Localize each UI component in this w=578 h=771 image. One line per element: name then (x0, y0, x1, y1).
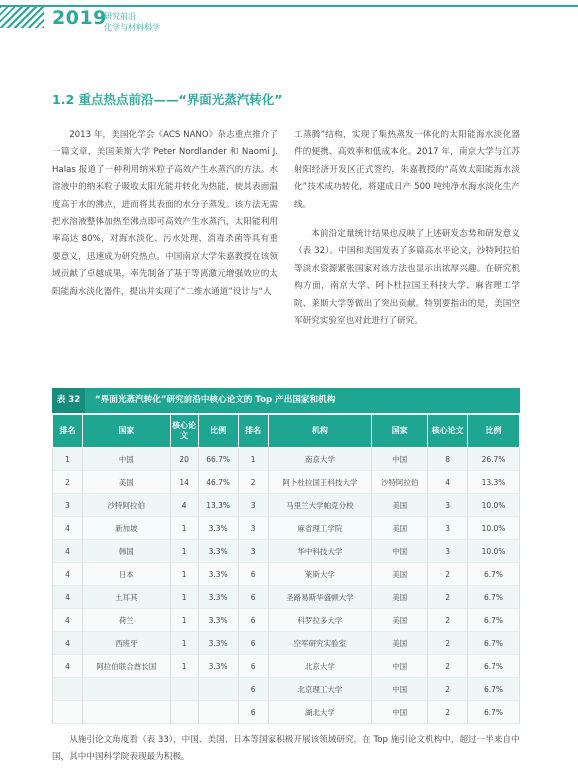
table-row (53, 540, 520, 563)
table-cell (198, 701, 238, 724)
body-column-left (52, 127, 278, 301)
table-cell: 6.7% (468, 701, 520, 724)
table-cell: 3.3% (198, 517, 238, 540)
table-cell: 新加坡 (82, 517, 170, 540)
table-cell: 中国 (372, 678, 428, 701)
header-subtitle-2: 化学与材料科学 (104, 23, 160, 32)
table-cell (170, 678, 198, 701)
table-cell: 1 (170, 609, 198, 632)
header-stripe-decoration (0, 6, 44, 28)
table-cell: 6.7% (468, 609, 520, 632)
table-cell: 4 (53, 517, 83, 540)
table-cell: 66.7% (198, 448, 238, 471)
table-cell (53, 701, 83, 724)
table-cell: 4 (53, 655, 83, 678)
column-header: 国家 (82, 415, 170, 448)
table-cell: 2 (428, 586, 468, 609)
table-cell: 美国 (372, 563, 428, 586)
table-cell: 莱斯大学 (268, 563, 372, 586)
table-cell: 14 (170, 471, 198, 494)
table-cell: 1 (170, 586, 198, 609)
table-cell (82, 701, 170, 724)
table-cell: 美国 (82, 471, 170, 494)
table-cell: 6.7% (468, 632, 520, 655)
table-row (53, 563, 520, 586)
table-cell: 20 (170, 448, 198, 471)
table-cell: 6.7% (468, 563, 520, 586)
table-cell: 3 (428, 494, 468, 517)
table-cell: 13.3% (468, 471, 520, 494)
table-cell: 空军研究实验室 (268, 632, 372, 655)
table-title: “界面光蒸汽转化”研究前沿中核心论文的 Top 产出国家和机构 (95, 395, 336, 405)
table-cell: 2 (238, 471, 268, 494)
table-cell: 沙特阿拉伯 (82, 494, 170, 517)
table-row (53, 701, 520, 724)
table-row (53, 632, 520, 655)
column-header: 排名 (53, 415, 83, 448)
table-body (53, 448, 520, 724)
paragraph: 本前沿定量统计结果也反映了上述研发态势和研发意义（表 32）。中国和美国发表了多篇高水平论文，沙特阿拉伯等淡水资源紧张国家对该方法也显示出浓厚兴趣。在研究机构方面，南京大学、阿卜杜拉国王科技大学、麻省理工学院、莱斯大学等做出了突出贡献。特别要指出的是，美国空军研究实验室也对此进行了研究。 (294, 229, 520, 327)
table-cell: 北京大学 (268, 655, 372, 678)
table-cell: 华中科技大学 (268, 540, 372, 563)
column-header: 比例 (198, 415, 238, 448)
table-cell: 沙特阿拉伯 (372, 471, 428, 494)
table-row (53, 448, 520, 471)
table-cell: 南京大学 (268, 448, 372, 471)
table-cell: 美国 (372, 609, 428, 632)
header-subtitle-1: 研究前沿 (104, 12, 136, 21)
table-cell: 日本 (82, 563, 170, 586)
table-cell (53, 678, 83, 701)
table-cell: 3.3% (198, 655, 238, 678)
table-cell: 4 (53, 609, 83, 632)
table-cell: 6 (238, 678, 268, 701)
table-cell: 2 (428, 563, 468, 586)
table-cell: 3.3% (198, 586, 238, 609)
table-header-row (53, 415, 520, 448)
table-cell: 6.7% (468, 586, 520, 609)
table-cell: 1 (170, 540, 198, 563)
table-cell: 3 (428, 517, 468, 540)
table-cell: 麻省理工学院 (268, 517, 372, 540)
table-cell: 2 (53, 471, 83, 494)
table-cell: 湖北大学 (268, 701, 372, 724)
table-row (53, 609, 520, 632)
table-cell: 10.0% (468, 517, 520, 540)
table-cell: 美国 (372, 517, 428, 540)
table-cell: 3.3% (198, 563, 238, 586)
table-cell: 美国 (372, 586, 428, 609)
column-header: 国家 (372, 415, 428, 448)
table-cell: 4 (53, 563, 83, 586)
table-cell: 3 (53, 494, 83, 517)
footer-text (52, 732, 520, 767)
table-cell: 美国 (372, 632, 428, 655)
table-cell: 10.0% (468, 494, 520, 517)
table-cell: 3.3% (198, 609, 238, 632)
table-cell: 圣路易斯华盛顿大学 (268, 586, 372, 609)
table-cell: 3.3% (198, 632, 238, 655)
table-cell: 2 (428, 678, 468, 701)
table-cell: 中国 (82, 448, 170, 471)
table-cell: 4 (428, 471, 468, 494)
table-cell: 46.7% (198, 471, 238, 494)
table-row (53, 586, 520, 609)
table-cell: 2 (428, 632, 468, 655)
table-cell: 3 (428, 540, 468, 563)
paragraph: 从施引论文角度看（表 33），中国、美国、日本等国家积极开展该领域研究，在 Top 施引论文机构中，超过一半来自中国，其中中国科学院表现最为积极。 (52, 735, 520, 763)
table-cell (198, 678, 238, 701)
table-cell: 3.3% (198, 540, 238, 563)
table-cell: 3 (238, 517, 268, 540)
table-cell: 1 (170, 517, 198, 540)
table-cell: 荷兰 (82, 609, 170, 632)
table-row (53, 678, 520, 701)
table-cell: 2 (428, 609, 468, 632)
table-cell: 中国 (372, 540, 428, 563)
table-cell: 科罗拉多大学 (268, 609, 372, 632)
table-cell: 韩国 (82, 540, 170, 563)
column-header: 排名 (238, 415, 268, 448)
table-cell: 1 (170, 632, 198, 655)
paragraph: 工蒸腾”结构，实现了集热蒸发一体化的太阳能海水淡化器件的便携、高效率和低成本化。2017 年，南京大学与江苏射阳经济开发区正式签约，朱嘉教授的“高效太阳能海水淡化”技术成功转化，将建成日产 500 吨纯净水海水淡化生产线。 (294, 130, 520, 210)
column-header: 核心论文 (428, 415, 468, 448)
table-cell: 26.7% (468, 448, 520, 471)
column-header: 比例 (468, 415, 520, 448)
table-label: 表 32 (52, 388, 85, 413)
table-cell: 6 (238, 586, 268, 609)
table-cell: 6 (238, 609, 268, 632)
table-cell: 2 (428, 655, 468, 678)
body-column-right (294, 127, 520, 330)
table-cell: 13.3% (198, 494, 238, 517)
table-cell: 阿拉伯联合酋长国 (82, 655, 170, 678)
table-cell: 6 (238, 701, 268, 724)
table-cell: 1 (170, 655, 198, 678)
table-row (53, 494, 520, 517)
table-cell (170, 701, 198, 724)
table-cell: 6 (238, 632, 268, 655)
table-cell: 美国 (372, 494, 428, 517)
table-cell: 3 (238, 494, 268, 517)
table-cell: 4 (53, 632, 83, 655)
table-cell: 阿卜杜拉国王科技大学 (268, 471, 372, 494)
table-cell: 10.0% (468, 540, 520, 563)
column-header: 核心论文 (170, 415, 198, 448)
section-title: 1.2 重点热点前沿——“界面光蒸汽转化” (52, 92, 283, 107)
table-cell: 2 (428, 701, 468, 724)
table-cell: 北京理工大学 (268, 678, 372, 701)
table-cell: 3 (238, 540, 268, 563)
table-cell: 西班牙 (82, 632, 170, 655)
table-cell: 4 (170, 494, 198, 517)
table-cell: 4 (53, 586, 83, 609)
table-cell: 6.7% (468, 678, 520, 701)
table-cell: 1 (53, 448, 83, 471)
paragraph: 2013 年，美国化学会《ACS NANO》杂志重点推介了一篇文章，美国莱斯大学 Peter Nordlander 和 Naomi J. Halas 报道了一种利用纳米粒子高效产生水蒸汽的方法。水溶液中的纳米粒子吸收太阳光能并转化为热能，使其表面温度高于水的沸点，进而将其表面的水分子蒸发。该方法无需把水溶液整体加热至沸点即可高效产生水蒸汽，太阳能利用率高达 80%，对海水淡化、污水处理、消毒杀菌等具有重要意义，迅速成为研究热点。中国南京大学朱嘉教授在该领域贡献了卓越成果，率先制备了基于等离激元增强效应的太阳能海水淡化器件，提出并实现了“二维水通道”设计与“人 (52, 130, 278, 297)
table-cell: 土耳其 (82, 586, 170, 609)
column-header: 机构 (268, 415, 372, 448)
table-cell: 6 (238, 655, 268, 678)
table-row (53, 471, 520, 494)
table-cell: 6.7% (468, 655, 520, 678)
header-year: 2019 (52, 7, 107, 29)
table-cell: 中国 (372, 701, 428, 724)
table-cell: 8 (428, 448, 468, 471)
table-cell: 4 (53, 540, 83, 563)
table-caption (52, 388, 520, 413)
table-cell (82, 678, 170, 701)
table-cell: 马里兰大学帕克分校 (268, 494, 372, 517)
data-table (52, 414, 520, 724)
table-cell: 中国 (372, 448, 428, 471)
table-row (53, 517, 520, 540)
table-cell: 中国 (372, 655, 428, 678)
table-cell: 1 (238, 448, 268, 471)
table-cell: 1 (170, 563, 198, 586)
table-cell: 6 (238, 563, 268, 586)
table-row (53, 655, 520, 678)
